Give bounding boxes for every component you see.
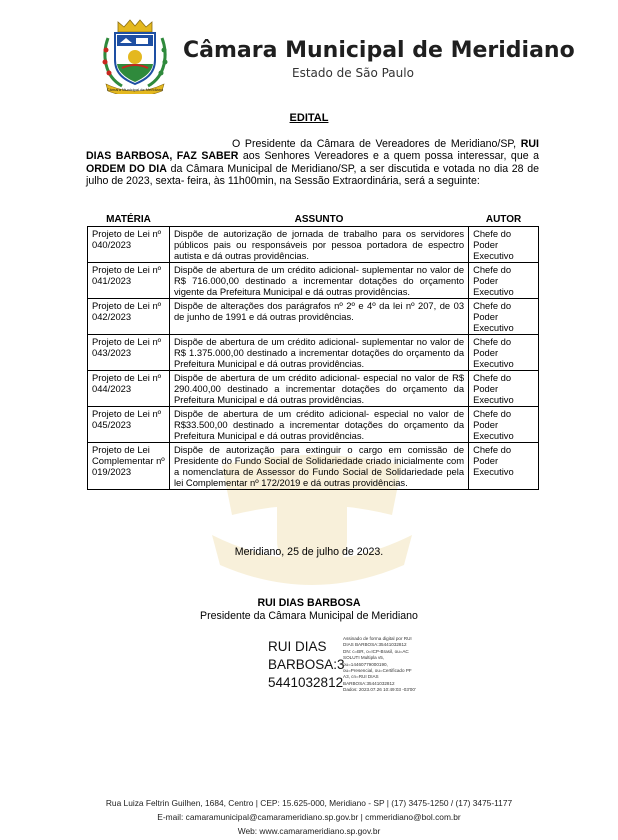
signature-name-line: RUI DIAS (268, 639, 327, 654)
institution-title: Câmara Municipal de Meridiano (183, 38, 575, 63)
signature-name-line: 5441032812 (268, 675, 344, 690)
signature-detail-line: ou=14460779000190, (343, 661, 388, 667)
signature-detail-line: Dados: 2023.07.26 10:49:03 -03'00' (343, 687, 416, 693)
cell-autor: Chefe do Poder Executivo (469, 263, 539, 299)
signature-detail-line: A3, cn=RUI DIAS (343, 674, 379, 680)
agenda-table (87, 214, 539, 490)
table-row (88, 443, 539, 490)
cell-autor: Chefe do Poder Executivo (469, 443, 539, 490)
cell-autor: Chefe do Poder Executivo (469, 335, 539, 371)
signature-detail-line: DN: c=BR, o=ICP-Brasil, ou=AC (343, 648, 409, 654)
cell-assunto: Dispõe de alterações dos parágrafos nº 2º e 4º da lei nº 207, de 03 de junho de 1991 e dá outras providências. (169, 299, 468, 335)
signature-detail-line: DIAS BARBOSA:35441032812 (343, 642, 407, 648)
footer-address: Rua Luiza Feltrin Guilhen, 1684, Centro | CEP: 15.625-000, Meridiano - SP | (17) 3475-1250 / (17) 3475-1177 (105, 798, 513, 808)
document-date: Meridiano, 25 de julho de 2023. (234, 546, 384, 558)
cell-assunto: Dispõe de abertura de um crédito adicional- suplementar no valor de R$ 716.000,00 destinado a incrementar dotações do orçamento vigente da Prefeitura Municipal e dá outras providências. (169, 263, 468, 299)
signer-role: Presidente da Câmara Municipal de Meridiano (200, 610, 418, 622)
cell-assunto: Dispõe de autorização para extinguir o cargo em comissão de Presidente do Fundo Social de Solidariedade criado inicialmente com a nomenclatura de Assessor do Fundo Social de Solidariedade pela lei Complementar nº 172/2019 e dá outras providências. (169, 443, 468, 490)
digital-signature-details (343, 636, 423, 694)
cell-autor: Chefe do Poder Executivo (469, 227, 539, 263)
table-row (88, 407, 539, 443)
signature-detail-line: SOLUTI Multipla v5, (343, 655, 385, 661)
header-materia: MATÉRIA (106, 214, 151, 225)
signature-detail-line: ou=Presencial, ou=Certificado PF (343, 668, 412, 674)
signature-detail-line: BARBOSA:35441032812 (343, 680, 395, 686)
footer-web: Web: www.camarameridiano.sp.gov.br (237, 826, 381, 836)
cell-materia: Projeto de Lei nº 040/2023 (88, 227, 170, 263)
table-row (88, 227, 539, 263)
signature-detail-line: Assinado de forma digital por RUI (343, 636, 412, 641)
table-header-row (88, 214, 539, 227)
table-row (88, 371, 539, 407)
signer-name: RUI DIAS BARBOSA (257, 597, 361, 609)
cell-assunto: Dispõe de abertura de um crédito adicional- especial no valor de R$ 290.400,00 destinado a incrementar dotações do orçamento da Prefeitura Municipal e dá outras providências. (169, 371, 468, 407)
cell-materia: Projeto de Lei Complementar nº 019/2023 (88, 443, 170, 490)
header-autor: AUTOR (485, 214, 522, 225)
digital-signature-name (268, 638, 345, 692)
cell-assunto: Dispõe de autorização de jornada de trabalho para os servidores públicos pais ou responsáveis por pessoa portadora de espectro autista e dá outras providências. (169, 227, 468, 263)
crest-ribbon-text: Câmara Municipal de Meridiano (106, 87, 164, 92)
footer-email: E-mail: camaramunicipal@camarameridiano.sp.gov.br | cmmeridiano@bol.com.br (157, 812, 461, 822)
cell-materia: Projeto de Lei nº 041/2023 (88, 263, 170, 299)
table-row (88, 335, 539, 371)
cell-autor: Chefe do Poder Executivo (469, 371, 539, 407)
header-assunto: ASSUNTO (294, 214, 344, 225)
table-row (88, 299, 539, 335)
cell-autor: Chefe do Poder Executivo (469, 299, 539, 335)
cell-materia: Projeto de Lei nº 044/2023 (88, 371, 170, 407)
cell-assunto: Dispõe de abertura de um crédito adicional- suplementar no valor de R$ 1.375.000,00 destinado a incrementar dotações do orçamento da Prefeitura Municipal e dá outras providências. (169, 335, 468, 371)
cell-assunto: Dispõe de abertura de um crédito adicional- especial no valor de R$33.500,00 destinado a incrementar dotações do orçamento da Prefeitura Municipal e dá outras providências. (169, 407, 468, 443)
signature-name-line: BARBOSA:3 (268, 657, 345, 672)
document-heading: EDITAL (289, 112, 329, 124)
municipal-crest-logo (100, 18, 170, 94)
cell-materia: Projeto de Lei nº 045/2023 (88, 407, 170, 443)
intro-paragraph: O Presidente da Câmara de Vereadores de Meridiano/SP, RUI DIAS BARBOSA, FAZ SABER aos Senhores Vereadores e a quem possa interessar, que a ORDEM DO DIA da Câmara Municipal de Meridiano/SP, a ser discutida e votada no dia 28 de julho de 2023, sexta- feira, às 11h00min, na Sessão Extraordinária, será a seguinte: (86, 138, 539, 188)
cell-materia: Projeto de Lei nº 042/2023 (88, 299, 170, 335)
cell-autor: Chefe do Poder Executivo (469, 407, 539, 443)
cell-materia: Projeto de Lei nº 043/2023 (88, 335, 170, 371)
institution-subtitle: Estado de São Paulo (292, 66, 414, 80)
table-row (88, 263, 539, 299)
